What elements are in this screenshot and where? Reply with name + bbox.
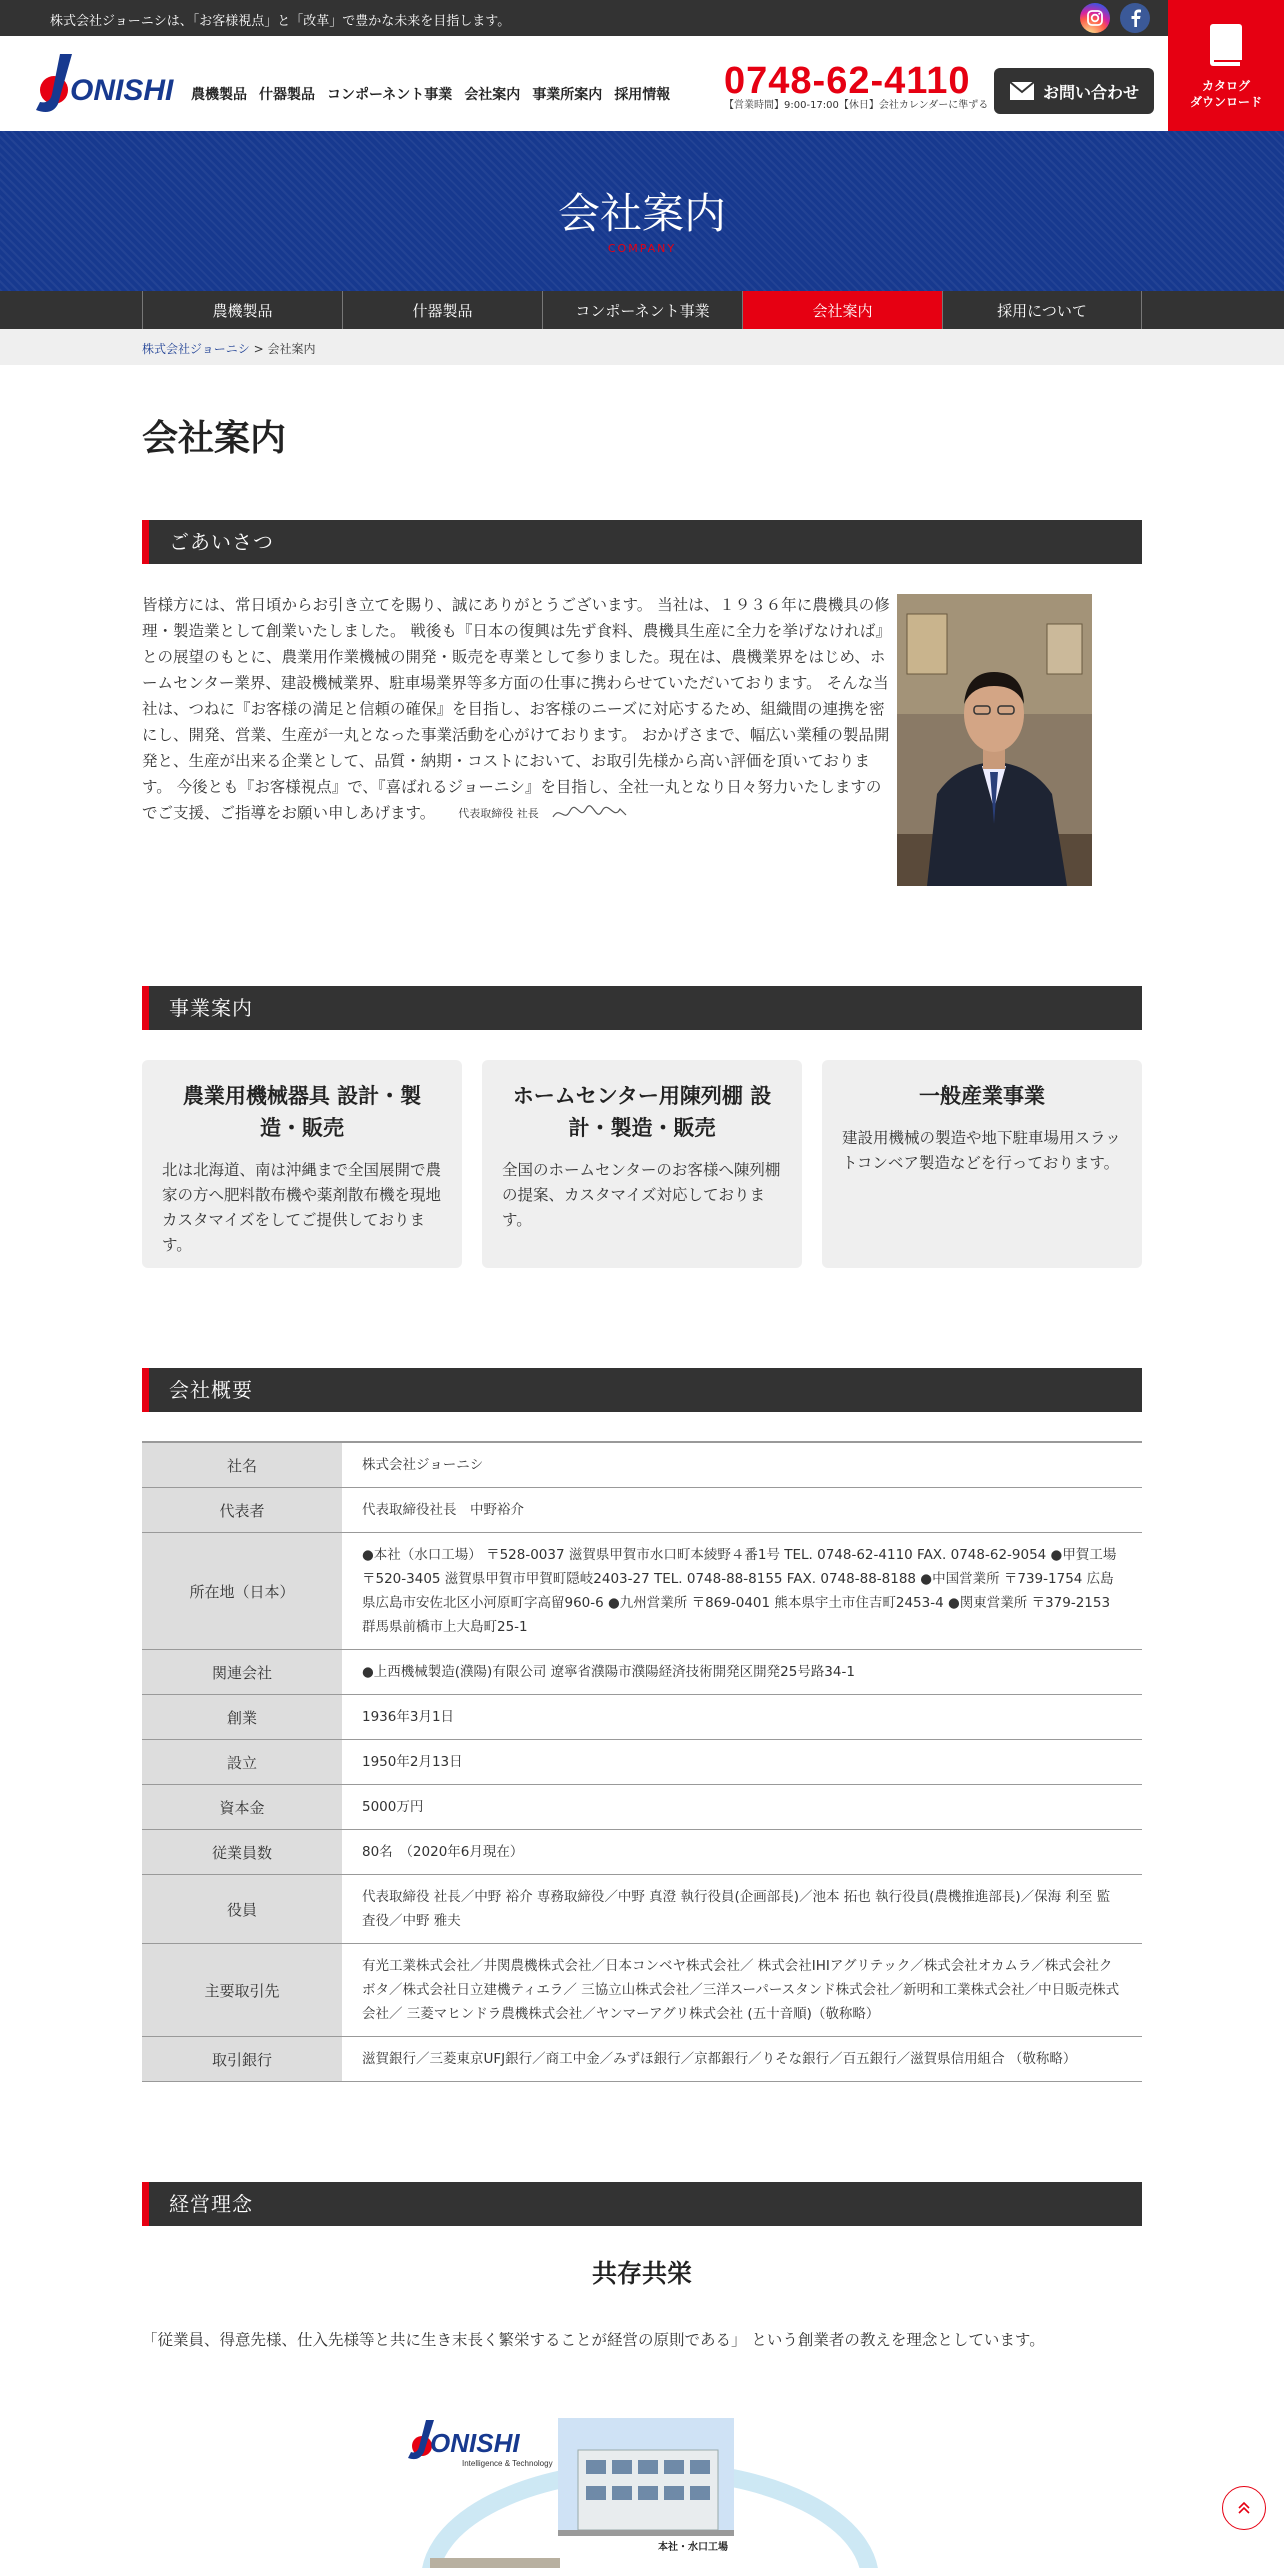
table-row: 設立 1950年2月13日 <box>142 1740 1142 1785</box>
card-text: 全国のホームセンターのお客様へ陳列棚の提案、カスタマイズ対応しております。 <box>502 1161 781 1229</box>
table-row: 従業員数 80名 （2020年6月現在） <box>142 1830 1142 1875</box>
contact-label: お問い合わせ <box>1042 82 1139 102</box>
instagram-icon[interactable] <box>1080 3 1110 33</box>
business-card-shelves <box>482 1060 802 1268</box>
breadcrumb: 株式会社ジョーニシ > 会社案内 <box>0 329 1284 365</box>
philosophy-heading: 経営理念 <box>142 2182 1142 2226</box>
table-row: 役員 代表取締役 社長／中野 裕介 専務取締役／中野 真澄 執行役員(企画部長)／池本 拓也 執行役員(農機推進部長)／保海 利至 監査役／中野 雅夫 <box>142 1875 1142 1944</box>
svg-text:本社・水口工場: 本社・水口工場 <box>658 2542 728 2553</box>
hero-banner <box>0 131 1284 291</box>
table-row: 取引銀行 滋賀銀行／三菱東京UFJ銀行／商工中金／みずほ銀行／京都銀行／りそな銀行／百五銀行／滋賀県信用組合 （敬称略） <box>142 2037 1142 2082</box>
svg-text:ONISHI: ONISHI <box>430 2428 520 2458</box>
nav-agri[interactable]: 農機製品 <box>191 87 247 103</box>
philosophy-diagram <box>400 2410 900 2568</box>
phone-number[interactable]: 0748-62-4110 <box>724 60 971 102</box>
table-row: 資本金 5000万円 <box>142 1785 1142 1830</box>
subnav-fixtures[interactable]: 什器製品 <box>342 291 542 329</box>
double-chevron-up-icon <box>1237 2501 1251 2515</box>
nav-offices[interactable]: 事業所案内 <box>532 87 603 103</box>
site-header <box>0 36 1284 131</box>
greeting-text: 皆様方には、常日頃からお引き立てを賜り、誠にありがとうございます。 当社は、１９３６年に農機具の修理・製造業として創業いたしました。 戦後も『日本の復興は先ず食料、農機具生産に全力を挙げなければ』との展望のもとに、農業用作業機械の開発・販売を専業として参りました。現在は、農機業界をはじめ、ホームセンター業界、建設機械業界、駐車場業界等多方面の仕事に携わらせていただいております。 そんな当社は、つねに『お客様の満足と信頼の確保』を目指し、お客様のニーズに対応するため、組織間の連携を密にし、開発、営業、生産が一丸となった事業活動を心がけております。 おかげさまで、幅広い業種の製品開発と、生産が出来る企業として、品質・納期・コストにおいて、お取引先様から高い評価を頂いております。 今後とも『お客様視点』で、『喜ばれるジョーニシ』を目指し、全社一丸となり日々努力いたしますのでご支援、ご指導をお願い申しあげます。 代表取締役 社長 <box>142 592 896 827</box>
tagline: 株式会社ジョーニシは、「お客様視点」と「改革」で豊かな未来を目指します。 <box>50 14 511 29</box>
breadcrumb-current: 会社案内 <box>267 342 316 356</box>
svg-text:ONISHI: ONISHI <box>70 74 174 107</box>
hero-title: 会社案内 <box>557 189 726 238</box>
catalog-download-button[interactable]: カタログ ダウンロード <box>1168 0 1284 131</box>
business-card-agri <box>142 1060 462 1268</box>
handwritten-signature <box>550 803 630 825</box>
table-row: 主要取引先 有光工業株式会社／井関農機株式会社／日本コンベヤ株式会社／ 株式会社IHIアグリテック／株式会社オカムラ／株式会社クボタ／株式会社日立建機ティエラ／ 三協立山株式会社／三洋スーパースタンド株式会社／新明和工業株式会社／中日販売株式会社／ 三菱マヒンドラ農機株式会社／ヤンマーアグリ株式会社 (五十音順)（敬称略） <box>142 1944 1142 2037</box>
card-title: 農業用機械器具 設計・製造・販売 <box>182 1084 422 1140</box>
table-row: 社名 株式会社ジョーニシ <box>142 1442 1142 1488</box>
subnav-recruit[interactable]: 採用について <box>942 291 1142 329</box>
card-title: ホームセンター用陳列棚 設計・製造・販売 <box>512 1084 772 1140</box>
business-cards <box>142 1060 1142 1268</box>
table-row: 代表者 代表取締役社長 中野裕介 <box>142 1488 1142 1533</box>
subnav-company[interactable]: 会社案内 <box>742 291 942 329</box>
table-row: 関連会社 ●上西機械製造(濮陽)有限公司 遼寧省濮陽市濮陽経済技術開発区開発25号路34-1 <box>142 1650 1142 1695</box>
greeting-heading: ごあいさつ <box>142 520 1142 564</box>
card-text: 北は北海道、南は沖縄まで全国展開で農家の方へ肥料散布機や薬剤散布機を現地カスタマイズをしてご提供しております。 <box>162 1161 442 1254</box>
philosophy-text: 「従業員、得意先様、仕入先様等と共に生き末長く繁栄することが経営の原則である」 という創業者の教えを理念としています。 <box>142 2331 1045 2349</box>
table-row: 創業 1936年3月1日 <box>142 1695 1142 1740</box>
svg-text:Intelligence & Technology: Intelligence & Technology <box>462 2459 553 2468</box>
president-photo <box>897 594 1092 886</box>
site-logo[interactable] <box>32 54 177 114</box>
nav-fixtures[interactable]: 什器製品 <box>259 87 315 103</box>
nav-recruit[interactable]: 採用情報 <box>614 87 671 103</box>
company-overview-table <box>142 1441 1142 2082</box>
hero-subtitle: COMPANY <box>607 242 677 255</box>
page-title: 会社案内 <box>142 418 287 459</box>
subnav-agri[interactable]: 農機製品 <box>142 291 342 329</box>
nav-component[interactable]: コンポーネント事業 <box>327 87 453 103</box>
subnav-component[interactable]: コンポーネント事業 <box>542 291 742 329</box>
overview-heading: 会社概要 <box>142 1368 1142 1412</box>
book-icon <box>1206 22 1246 70</box>
card-title: 一般産業事業 <box>919 1084 1045 1108</box>
business-heading: 事業案内 <box>142 986 1142 1030</box>
signature: 代表取締役 社長 <box>458 801 630 827</box>
global-nav <box>191 84 670 104</box>
philosophy-title: 共存共栄 <box>591 2259 692 2288</box>
table-row: 所在地（日本） ●本社（水口工場） 〒528-0037 滋賀県甲賀市水口町本綾野４番1号 TEL. 0748-62-4110 FAX. 0748-62-9054 ●甲賀工場 〒520-3405 滋賀県甲賀市甲賀町隠岐2403-27 TEL. 0748-88-8155 FAX. 0748-88-8188 ●中国営業所 〒739-1754 広島県広島市安佐北区小河原町字高留960-6 ●九州営業所 〒869-0401 熊本県宇土市住吉町2453-4 ●関東営業所 〒379-2153 群馬県前橋市上大島町25-1 <box>142 1533 1142 1650</box>
breadcrumb-home[interactable]: 株式会社ジョーニシ <box>142 342 250 356</box>
business-hours: 【営業時間】9:00-17:00【休日】会社カレンダーに準ずる <box>724 100 989 111</box>
page-top-button[interactable] <box>1222 2486 1266 2530</box>
contact-button[interactable] <box>994 68 1154 114</box>
card-text: 建設用機械の製造や地下駐車場用スラットコンベア製造などを行っております。 <box>842 1129 1121 1172</box>
sub-nav <box>0 291 1284 329</box>
facebook-icon[interactable] <box>1120 3 1150 33</box>
top-bar <box>0 0 1284 36</box>
business-card-industrial <box>822 1060 1142 1268</box>
nav-company[interactable]: 会社案内 <box>464 87 521 103</box>
mail-icon <box>1009 81 1035 101</box>
